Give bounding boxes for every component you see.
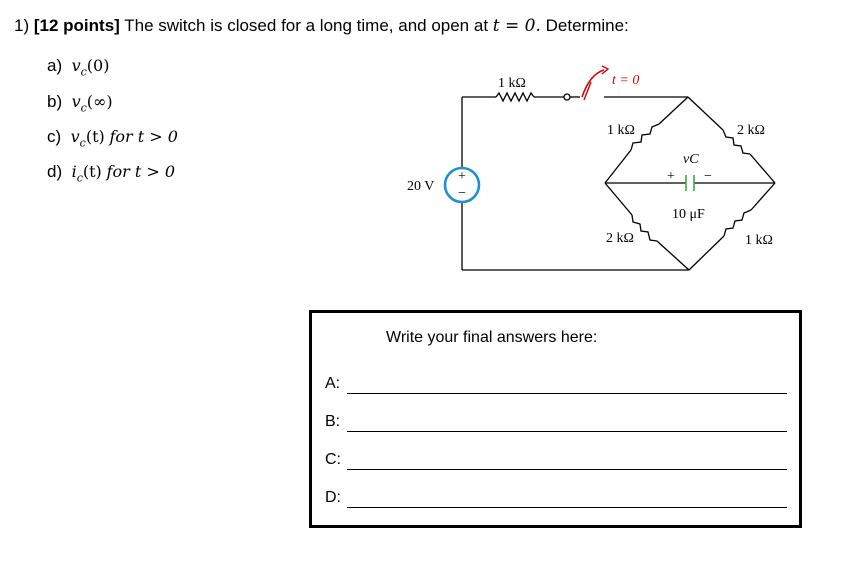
- capacitor-value-label: 10 μF: [672, 207, 705, 222]
- subquestion-subscript: c: [80, 65, 87, 79]
- subquestion-label: c): [47, 127, 62, 146]
- capacitor-minus-label: −: [704, 169, 712, 184]
- subquestion-label: a): [47, 56, 63, 75]
- subquestion-suffix: for t > 0: [106, 162, 176, 181]
- source-value-label: 20 V: [407, 179, 435, 194]
- answer-box: [309, 310, 802, 528]
- question-determine: Determine:: [545, 16, 629, 35]
- subquestion-variable: v: [70, 127, 80, 146]
- subquestion-argument: (t): [85, 127, 105, 146]
- capacitor-plus-label: +: [667, 169, 675, 184]
- answer-label-a: A:: [325, 375, 341, 392]
- resistor-lower-left: [632, 215, 657, 241]
- switch-label: t = 0: [612, 73, 640, 88]
- subquestion-argument: (∞): [86, 92, 113, 111]
- subquestion-subscript: c: [79, 136, 86, 150]
- answer-line-b[interactable]: [347, 431, 787, 432]
- resistor-lower-left-label: 2 kΩ: [606, 231, 634, 246]
- answer-label-b: B:: [325, 413, 341, 430]
- capacitor-voltage-label: vC: [683, 152, 699, 167]
- resistor-lower-right-label: 1 kΩ: [745, 233, 773, 248]
- source-plus-label: +: [458, 169, 466, 184]
- resistor-upper-right-label: 2 kΩ: [737, 123, 765, 138]
- answer-box-title: Write your final answers here:: [386, 329, 598, 346]
- resistor-top: [496, 93, 534, 101]
- subquestion-variable: i: [71, 162, 77, 181]
- subquestion-argument: (t): [82, 162, 102, 181]
- subquestion-suffix: for t > 0: [109, 127, 178, 146]
- switch-terminal-left: [564, 94, 570, 100]
- answer-label-c: C:: [325, 451, 341, 468]
- switch-lever: [582, 70, 604, 97]
- resistor-upper-left-label: 1 kΩ: [607, 123, 635, 138]
- answer-label-d: D:: [325, 489, 341, 506]
- question-time-expr: t = 0.: [492, 16, 541, 36]
- subquestion-subscript: c: [76, 171, 83, 185]
- subquestion-subscript: c: [80, 101, 87, 115]
- subquestion-label: b): [47, 92, 63, 111]
- subquestion-variable: v: [71, 92, 81, 111]
- subquestion-variable: v: [71, 56, 81, 75]
- subquestion-argument: (0): [86, 56, 110, 75]
- question-text: The switch is closed for a long time, and open at: [124, 16, 489, 35]
- answer-line-d[interactable]: [347, 507, 787, 508]
- answer-line-c[interactable]: [347, 469, 787, 470]
- subquestion-label: d): [47, 162, 63, 181]
- source-minus-label: −: [458, 186, 466, 201]
- answer-line-a[interactable]: [347, 393, 787, 394]
- resistor-top-label: 1 kΩ: [498, 76, 526, 91]
- question-points: [12 points]: [33, 16, 120, 35]
- question-number: 1): [14, 16, 30, 35]
- resistor-upper-left: [631, 124, 659, 150]
